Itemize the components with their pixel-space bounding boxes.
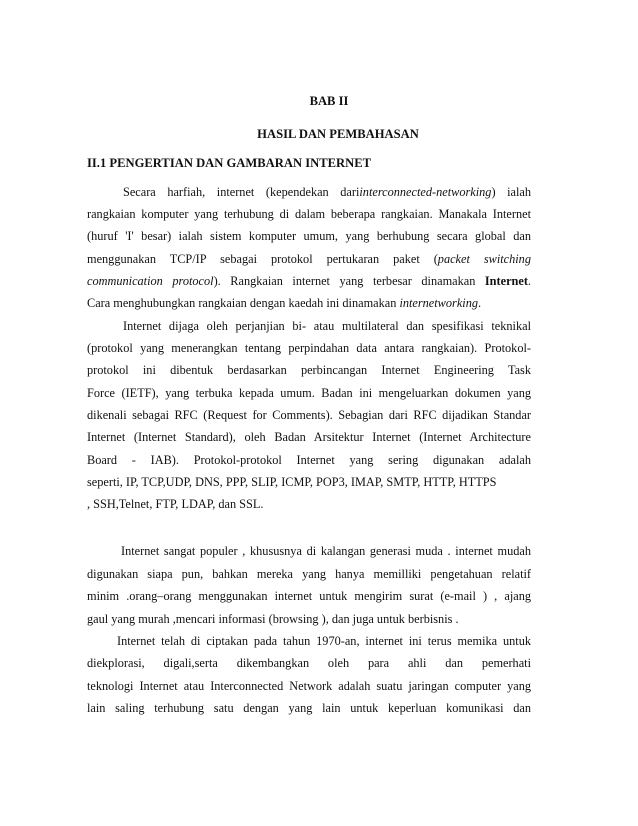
text-span: ) ialah — [491, 185, 531, 199]
paragraph-3-line-2: digunakan siapa pun, bahkan mereka yang hanya memilliki pengetahuan relatif — [87, 567, 531, 581]
italic-term: packet switching — [437, 252, 531, 266]
paragraph-4-line-4: lain saling terhubung satu dengan yang lain untuk keperluan komunikasi dan — [87, 701, 531, 715]
paragraph-3-line-4: gaul yang murah ,mencari informasi (browsing ), dan juga untuk berbisnis . — [87, 612, 459, 626]
paragraph-2-line-6: Internet (Internet Standard), oleh Badan Arsitektur Internet (Internet Architecture — [87, 430, 531, 444]
text-span: . — [478, 296, 482, 310]
text-span: Secara harfiah, internet (kependekan dari — [123, 185, 360, 199]
paragraph-2-line-5: dikenali sebagai RFC (Request for Comments). Sebagian dari RFC dijadikan Standar — [87, 408, 531, 422]
paragraph-4-line-1: Internet telah di ciptakan pada tahun 1970-an, internet ini terus memika untuk — [117, 634, 531, 648]
chapter-heading: BAB II — [309, 94, 349, 108]
text-span: ). Rangkaian internet yang terbesar dinamakan — [213, 274, 485, 288]
paragraph-2-line-1: Internet dijaga oleh perjanjian bi- atau multilateral dan spesifikasi teknikal — [123, 319, 531, 333]
paragraph-1-line-6 — [87, 295, 531, 311]
paragraph-4-line-3: teknologi Internet atau Interconnected Network adalah suatu jaringan computer yang — [87, 679, 531, 693]
paragraph-1-line-3: (huruf 'I' besar) ialah sistem komputer umum, yang berhubung secara global dan — [87, 229, 531, 243]
paragraph-1-line-2: rangkaian komputer yang terhubung di dalam beberapa rangkaian. Manakala Internet — [87, 207, 531, 221]
paragraph-2-line-7: Board - IAB). Protokol-protokol Internet yang sering digunakan adalah — [87, 453, 531, 467]
paragraph-1-line-5 — [87, 273, 531, 289]
text-span: Cara menghubungkan rangkaian dengan kaedah ini dinamakan — [87, 296, 400, 310]
bold-term: Internet — [484, 274, 528, 288]
text-span: menggunakan TCP/IP sebagai protokol pertukaran paket ( — [87, 252, 438, 266]
italic-term: interconnected-networking — [359, 185, 492, 199]
paragraph-3-line-3: minim .orang–orang menggunakan internet untuk mengirim surat (e-mail ) , ajang — [87, 589, 531, 603]
italic-term: internetworking — [399, 296, 478, 310]
paragraph-4-line-2: diekplorasi, digali,serta dikembangkan oleh para ahli dan pemerhati — [87, 656, 531, 670]
paragraph-2-line-9: , SSH,Telnet, FTP, LDAP, dan SSL. — [87, 497, 264, 511]
text-span: . — [527, 274, 531, 288]
paragraph-2-line-4: Force (IETF), yang terbuka kepada umum. Badan ini mengeluarkan dokumen yang — [87, 386, 531, 400]
subsection-heading: II.1 PENGERTIAN DAN GAMBARAN INTERNET — [87, 156, 371, 170]
paragraph-2-line-8: seperti, IP, TCP,UDP, DNS, PPP, SLIP, ICMP, POP3, IMAP, SMTP, HTTP, HTTPS — [87, 475, 497, 489]
section-title: HASIL DAN PEMBAHASAN — [257, 127, 419, 141]
italic-term: communication protocol — [87, 274, 214, 288]
paragraph-2-line-3: protokol ini dibentuk berdasarkan perbincangan Internet Engineering Task — [87, 363, 531, 377]
paragraph-1-line-4 — [87, 251, 531, 267]
paragraph-1-line-1 — [123, 184, 531, 200]
paragraph-2-line-2: (protokol yang menerangkan tentang perpindahan data antara rangkaian). Protokol- — [87, 341, 531, 355]
paragraph-3-line-1: Internet sangat populer , khususnya di kalangan generasi muda . internet mudah — [121, 544, 531, 558]
